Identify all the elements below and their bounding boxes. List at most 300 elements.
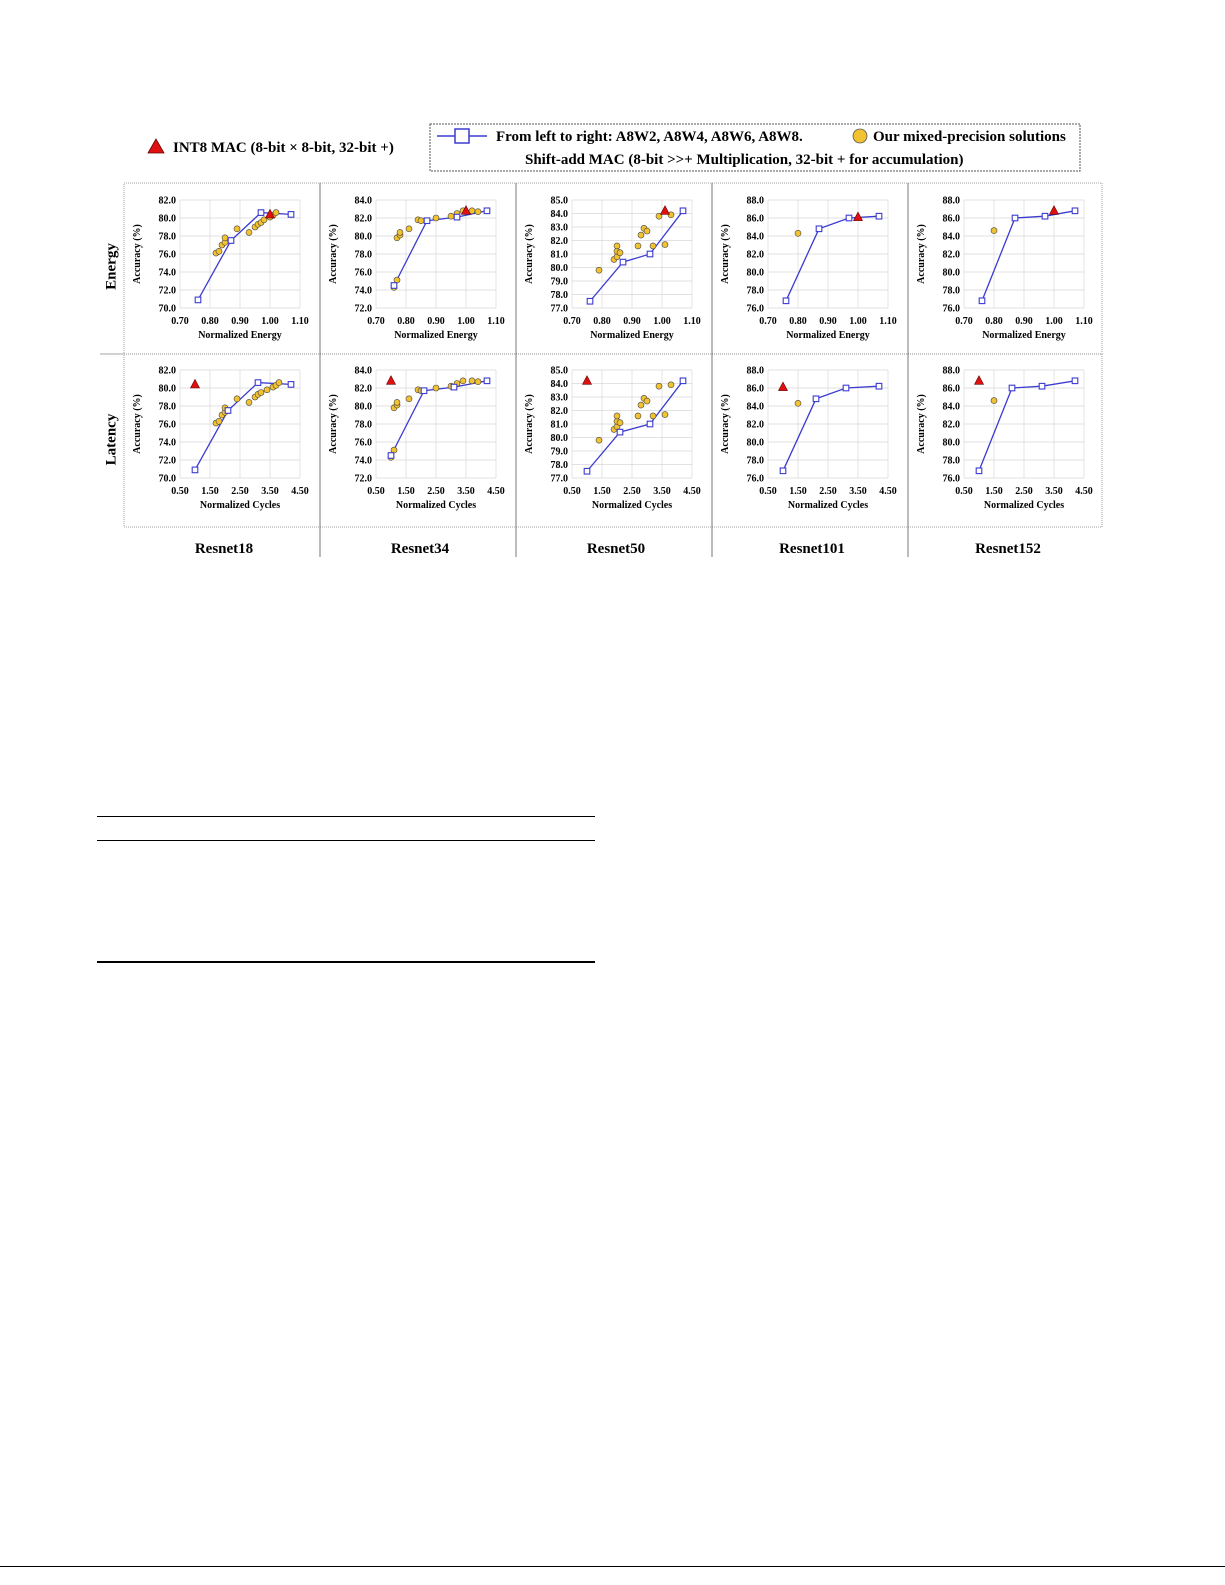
mixed-precision-point [644, 228, 650, 234]
y-tick-label: 84.0 [550, 209, 568, 220]
y-tick-label: 80.0 [942, 267, 960, 279]
mixed-precision-point [216, 248, 222, 254]
shift-add-point [288, 382, 294, 388]
mixed-precision-point [656, 213, 662, 219]
row-label-energy: Energy [103, 243, 120, 290]
mixed-precision-point [264, 387, 270, 393]
y-tick-label: 78.0 [550, 460, 568, 471]
shift-add-series-line [783, 386, 879, 471]
x-tick-label: 0.50 [563, 486, 581, 497]
y-tick-label: 86.0 [942, 213, 960, 225]
y-tick-label: 85.0 [550, 195, 568, 207]
shift-add-point [1072, 378, 1078, 384]
mixed-precision-point [252, 394, 258, 400]
shift-add-point [451, 384, 457, 390]
mixed-precision-point [273, 382, 279, 388]
mixed-precision-point [255, 221, 261, 227]
y-tick-label: 82.0 [354, 213, 372, 225]
x-tick-label: 1.10 [879, 316, 897, 327]
x-axis-label: Normalized Energy [982, 330, 1066, 341]
y-tick-label: 78.0 [942, 455, 960, 467]
y-tick-label: 85.0 [550, 365, 568, 377]
y-tick-label: 84.0 [354, 365, 372, 377]
y-tick-label: 82.0 [550, 406, 568, 417]
mixed-precision-point [273, 210, 279, 216]
mixed-precision-point [391, 447, 397, 453]
x-tick-label: 1.10 [291, 316, 309, 327]
shift-add-point [680, 378, 686, 384]
y-tick-label: 86.0 [746, 383, 764, 395]
x-tick-label: 1.10 [683, 316, 701, 327]
chart-panel-resnet152-latency [916, 366, 1093, 512]
shift-add-point [587, 298, 593, 304]
shift-add-series-line [982, 211, 1075, 301]
mixed-precision-point [614, 248, 620, 254]
int8-point [266, 209, 275, 218]
mixed-precision-point [644, 398, 650, 404]
shift-add-point [391, 283, 397, 289]
shift-add-point [816, 226, 822, 232]
shift-add-point [424, 218, 430, 224]
shift-add-point [1039, 383, 1045, 389]
shift-add-point [843, 385, 849, 391]
x-tick-label: 1.00 [457, 316, 475, 327]
mixed-precision-point [614, 413, 620, 419]
y-tick-label: 80.0 [550, 433, 568, 444]
mixed-precision-point [418, 388, 424, 394]
x-axis-label: Normalized Cycles [395, 500, 477, 511]
y-tick-label: 78.0 [354, 419, 372, 431]
x-tick-label: 0.80 [985, 316, 1003, 327]
y-tick-label: 88.0 [942, 195, 960, 207]
y-tick-label: 74.0 [158, 437, 176, 449]
x-axis-label: Normalized Cycles [199, 500, 281, 511]
mixed-precision-point [216, 418, 222, 424]
shift-add-series-line [786, 216, 879, 301]
y-tick-label: 80.0 [942, 437, 960, 449]
x-tick-label: 0.70 [955, 316, 973, 327]
x-tick-label: 0.70 [367, 316, 385, 327]
x-tick-label: 3.50 [1045, 486, 1063, 497]
int8-point [661, 206, 670, 215]
mixed-precision-point [460, 208, 466, 214]
y-tick-label: 84.0 [942, 231, 960, 243]
y-axis-label: Accuracy (%) [916, 394, 927, 454]
y-tick-label: 82.0 [550, 236, 568, 247]
mixed-precision-point [433, 215, 439, 221]
y-axis-label: Accuracy (%) [720, 394, 731, 454]
y-tick-label: 80.0 [158, 383, 176, 395]
x-tick-label: 1.00 [849, 316, 867, 327]
x-tick-label: 0.90 [623, 316, 641, 327]
x-tick-label: 4.50 [683, 486, 701, 497]
y-tick-label: 84.0 [942, 401, 960, 413]
mixed-precision-point [222, 239, 228, 245]
y-tick-label: 78.0 [942, 285, 960, 297]
y-tick-label: 84.0 [354, 195, 372, 207]
y-tick-label: 76.0 [746, 473, 764, 485]
shift-add-point [876, 383, 882, 389]
mixed-precision-point [650, 413, 656, 419]
mixed-precision-point [222, 409, 228, 415]
chart-panel-resnet152-energy [916, 196, 1093, 342]
y-axis-label: Accuracy (%) [524, 224, 535, 284]
legend-shift-line1: From left to right: A8W2, A8W4, A8W6, A8W8. [496, 129, 803, 145]
shift-add-series-line [195, 383, 291, 470]
shift-add-square-icon [455, 129, 469, 143]
x-tick-label: 2.50 [623, 486, 641, 497]
shift-add-point [388, 453, 394, 459]
y-tick-label: 80.0 [354, 231, 372, 243]
mixed-precision-point [219, 412, 225, 418]
mixed-precision-point [795, 400, 801, 406]
y-tick-label: 76.0 [942, 473, 960, 485]
y-tick-label: 78.0 [158, 231, 176, 243]
mixed-precision-point [668, 382, 674, 388]
shift-add-point [584, 468, 590, 474]
shift-add-series-line [394, 211, 487, 286]
x-tick-label: 0.50 [367, 486, 385, 497]
y-tick-label: 80.0 [746, 267, 764, 279]
mixed-precision-point [415, 387, 421, 393]
x-tick-label: 1.00 [1045, 316, 1063, 327]
x-axis-label: Normalized Cycles [983, 500, 1065, 511]
int8-point [1050, 206, 1059, 215]
shift-add-point [680, 208, 686, 214]
chart-panel-resnet34-latency [328, 366, 505, 512]
x-tick-label: 0.50 [955, 486, 973, 497]
shift-add-point [647, 251, 653, 257]
mixed-precision-point [246, 229, 252, 235]
mixed-precision-point [611, 256, 617, 262]
shift-add-point [976, 468, 982, 474]
mixed-precision-point [469, 378, 475, 384]
x-tick-label: 2.50 [819, 486, 837, 497]
y-tick-label: 80.0 [158, 213, 176, 225]
mixed-precision-point [252, 224, 258, 230]
chart-panel-resnet18-energy [132, 196, 309, 342]
x-tick-label: 0.70 [563, 316, 581, 327]
chart-legend [0, 0, 1225, 180]
chart-panel-resnet101-latency [720, 366, 897, 512]
int8-triangle-icon [148, 139, 164, 153]
x-tick-label: 3.50 [849, 486, 867, 497]
int8-point [975, 376, 984, 385]
y-tick-label: 78.0 [550, 290, 568, 301]
y-tick-label: 86.0 [746, 213, 764, 225]
x-tick-label: 4.50 [879, 486, 897, 497]
mixed-precision-point [475, 209, 481, 215]
shift-add-series-line [590, 211, 683, 301]
mixed-precision-point [460, 378, 466, 384]
model-label: Resnet50 [586, 541, 646, 557]
y-tick-label: 76.0 [354, 267, 372, 279]
y-axis-label: Accuracy (%) [916, 224, 927, 284]
x-tick-label: 0.50 [171, 486, 189, 497]
mixed-precision-point [391, 284, 397, 290]
y-tick-label: 88.0 [942, 365, 960, 377]
x-tick-label: 0.50 [759, 486, 777, 497]
x-axis-label: Normalized Cycles [787, 500, 869, 511]
chart-panel-resnet101-energy [720, 196, 897, 342]
x-tick-label: 3.50 [457, 486, 475, 497]
x-tick-label: 2.50 [1015, 486, 1033, 497]
model-label: Resnet18 [194, 541, 254, 557]
y-tick-label: 76.0 [354, 437, 372, 449]
x-tick-label: 0.70 [171, 316, 189, 327]
x-tick-label: 0.90 [427, 316, 445, 327]
y-tick-label: 70.0 [158, 303, 176, 315]
mixed-precision-point [394, 399, 400, 405]
x-tick-label: 1.50 [985, 486, 1003, 497]
mixed-precision-point [795, 230, 801, 236]
shift-add-point [484, 208, 490, 214]
y-tick-label: 72.0 [354, 303, 372, 315]
y-tick-label: 76.0 [746, 303, 764, 315]
mixed-precision-point [454, 211, 460, 217]
x-axis-label: Normalized Energy [394, 330, 478, 341]
int8-point [462, 206, 471, 215]
y-tick-label: 82.0 [942, 249, 960, 261]
x-tick-label: 1.10 [1075, 316, 1093, 327]
mixed-precision-point [991, 398, 997, 404]
shift-add-point [421, 388, 427, 394]
page-bottom-rule [0, 1566, 1225, 1567]
shift-add-point [288, 212, 294, 218]
y-tick-label: 70.0 [158, 473, 176, 485]
mixed-precision-point [433, 385, 439, 391]
x-axis-label: Normalized Energy [590, 330, 674, 341]
x-tick-label: 1.50 [397, 486, 415, 497]
mixed-precision-point [638, 402, 644, 408]
mixed-precision-point [234, 226, 240, 232]
y-tick-label: 78.0 [158, 401, 176, 413]
mixed-precision-point [611, 426, 617, 432]
mixed-precision-point [991, 228, 997, 234]
shift-add-point [813, 396, 819, 402]
shift-add-point [1042, 213, 1048, 219]
y-tick-label: 88.0 [746, 195, 764, 207]
shift-add-point [617, 429, 623, 435]
legend-shift-line2: Shift-add MAC (8-bit >>+ Multiplication, 32-bit + for accumulation) [525, 152, 964, 168]
y-axis-label: Accuracy (%) [328, 394, 339, 454]
mixed-precision-point [394, 277, 400, 283]
mixed-precision-point [614, 254, 620, 260]
mixed-precision-point [270, 384, 276, 390]
y-tick-label: 88.0 [746, 365, 764, 377]
shift-add-point [192, 467, 198, 473]
mixed-precision-point [418, 218, 424, 224]
table-rule-top [97, 816, 595, 817]
x-tick-label: 1.50 [593, 486, 611, 497]
int8-point [191, 379, 200, 388]
shift-add-point [255, 380, 261, 386]
x-tick-label: 1.50 [201, 486, 219, 497]
int8-point [854, 212, 863, 221]
y-tick-label: 82.0 [158, 195, 176, 207]
mixed-precision-point [234, 396, 240, 402]
x-tick-label: 1.50 [789, 486, 807, 497]
mixed-precision-point [213, 250, 219, 256]
table-rule-bottom [97, 961, 595, 963]
mixed-precision-point [617, 420, 623, 426]
x-tick-label: 2.50 [231, 486, 249, 497]
mixed-precision-point [469, 208, 475, 214]
y-tick-label: 77.0 [550, 473, 568, 485]
mixed-precision-point [388, 454, 394, 460]
y-axis-label: Accuracy (%) [132, 394, 143, 454]
x-tick-label: 0.90 [819, 316, 837, 327]
model-label: Resnet152 [975, 541, 1041, 557]
x-tick-label: 0.90 [231, 316, 249, 327]
shift-add-point [228, 238, 234, 244]
y-tick-label: 83.0 [550, 392, 568, 404]
mixed-precision-point [258, 220, 264, 226]
x-axis-label: Normalized Energy [786, 330, 870, 341]
mixed-precision-point [448, 383, 454, 389]
mixed-precision-point [641, 395, 647, 401]
x-tick-label: 0.90 [1015, 316, 1033, 327]
y-tick-label: 84.0 [746, 231, 764, 243]
x-tick-label: 0.80 [593, 316, 611, 327]
y-tick-label: 78.0 [746, 455, 764, 467]
shift-add-point [1009, 385, 1015, 391]
x-tick-label: 4.50 [487, 486, 505, 497]
mixed-precision-point [276, 380, 282, 386]
shift-add-point [258, 210, 264, 216]
y-tick-label: 82.0 [158, 365, 176, 377]
y-tick-label: 72.0 [158, 285, 176, 297]
shift-add-point [846, 215, 852, 221]
mixed-precision-point [270, 212, 276, 218]
y-axis-label: Accuracy (%) [328, 224, 339, 284]
x-tick-label: 1.00 [653, 316, 671, 327]
mixed-precision-point [656, 383, 662, 389]
chart-panel-resnet50-latency [524, 366, 701, 512]
panel-row-frame [124, 183, 1102, 354]
y-tick-label: 86.0 [942, 383, 960, 395]
x-tick-label: 3.50 [261, 486, 279, 497]
y-tick-label: 80.0 [354, 401, 372, 413]
chart-panel-resnet50-energy [524, 196, 701, 342]
int8-point [779, 382, 788, 391]
y-axis-label: Accuracy (%) [720, 224, 731, 284]
y-tick-label: 80.0 [550, 263, 568, 274]
mixed-precision-point [668, 212, 674, 218]
y-tick-label: 82.0 [746, 419, 764, 431]
mixed-precision-point [258, 390, 264, 396]
shift-add-point [225, 408, 231, 414]
x-tick-label: 1.10 [487, 316, 505, 327]
y-tick-label: 79.0 [550, 446, 568, 458]
mixed-precision-point [662, 412, 668, 418]
mixed-precision-point [267, 214, 273, 220]
y-tick-label: 82.0 [746, 249, 764, 261]
shift-add-point [1072, 208, 1078, 214]
y-tick-label: 74.0 [354, 455, 372, 467]
x-tick-label: 4.50 [291, 486, 309, 497]
y-axis-label: Accuracy (%) [132, 224, 143, 284]
row-label-latency: Latency [103, 413, 120, 466]
shift-add-point [647, 421, 653, 427]
mixed-precision-point [391, 405, 397, 411]
mixed-precision-point [635, 243, 641, 249]
mixed-precision-point [650, 243, 656, 249]
x-tick-label: 2.50 [427, 486, 445, 497]
shift-add-series-line [979, 381, 1075, 471]
y-tick-label: 74.0 [158, 267, 176, 279]
y-tick-label: 84.0 [746, 401, 764, 413]
mixed-precision-point [394, 235, 400, 241]
mixed-precision-point [222, 235, 228, 241]
y-tick-label: 78.0 [746, 285, 764, 297]
shift-add-point [454, 214, 460, 220]
x-tick-label: 0.70 [759, 316, 777, 327]
y-tick-label: 79.0 [550, 276, 568, 288]
shift-add-point [783, 298, 789, 304]
mixed-precision-point [394, 402, 400, 408]
mixed-precision-point [614, 424, 620, 430]
mixed-precision-point [415, 217, 421, 223]
shift-add-point [876, 213, 882, 219]
int8-point [583, 376, 592, 385]
y-tick-label: 84.0 [550, 379, 568, 390]
panel-row-frame [124, 354, 1102, 527]
int8-point [387, 376, 396, 385]
mixed-precision-point [614, 243, 620, 249]
x-tick-label: 0.80 [397, 316, 415, 327]
x-axis-label: Normalized Cycles [591, 500, 673, 511]
shift-add-point [195, 297, 201, 303]
mixed-precision-point [596, 437, 602, 443]
mixed-precision-point [454, 381, 460, 387]
shift-add-point [780, 468, 786, 474]
shift-add-series-line [391, 381, 487, 456]
y-tick-label: 76.0 [158, 419, 176, 431]
mixed-precision-point [219, 242, 225, 248]
x-tick-label: 0.80 [789, 316, 807, 327]
y-tick-label: 82.0 [942, 419, 960, 431]
chart-panel-resnet34-energy [328, 196, 505, 342]
mixed-precision-point [246, 399, 252, 405]
y-tick-label: 81.0 [550, 249, 568, 261]
shift-add-point [484, 378, 490, 384]
x-tick-label: 4.50 [1075, 486, 1093, 497]
mixed-precision-point [596, 267, 602, 273]
mixed-precision-point [614, 418, 620, 424]
mixed-precision-point [261, 217, 267, 223]
chart-panel-resnet18-latency [132, 366, 309, 512]
table-rule-header [97, 840, 595, 841]
shift-add-point [1012, 215, 1018, 221]
y-tick-label: 72.0 [354, 473, 372, 485]
mixed-precision-dot-icon [853, 129, 867, 143]
mixed-precision-point [475, 379, 481, 385]
y-tick-label: 83.0 [550, 222, 568, 234]
mixed-precision-point [397, 232, 403, 238]
mixed-precision-point [641, 225, 647, 231]
x-axis-label: Normalized Energy [198, 330, 282, 341]
y-axis-label: Accuracy (%) [524, 394, 535, 454]
mixed-precision-point [222, 405, 228, 411]
x-tick-label: 3.50 [653, 486, 671, 497]
y-tick-label: 72.0 [158, 455, 176, 467]
y-tick-label: 80.0 [746, 437, 764, 449]
y-tick-label: 78.0 [354, 249, 372, 261]
model-label: Resnet101 [779, 541, 845, 557]
mixed-precision-point [635, 413, 641, 419]
legend-mixed-label: Our mixed-precision solutions [873, 129, 1066, 145]
